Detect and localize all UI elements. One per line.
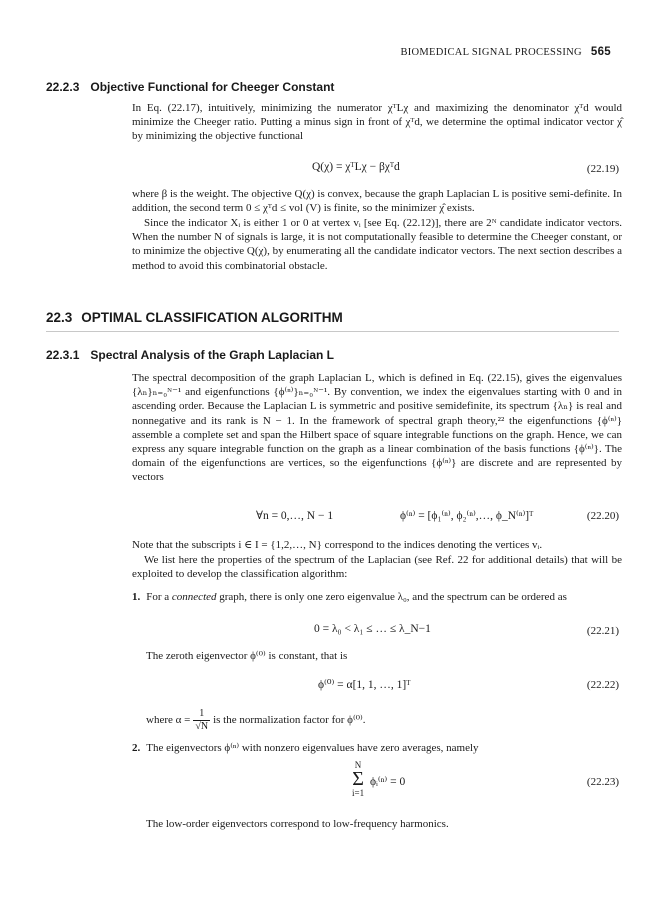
equation-22-21: 0 = λ₀ < λ₁ ≤ … ≤ λ_N−1 xyxy=(314,623,431,635)
equation-22-20: ϕ⁽ⁿ⁾ = [ϕ₁⁽ⁿ⁾, ϕ₂⁽ⁿ⁾,…, ϕ_N⁽ⁿ⁾]ᵀ xyxy=(400,510,534,522)
paragraph-zeroth-eigenvector: The zeroth eigenvector ϕ⁽⁰⁾ is constant, that is xyxy=(146,650,348,662)
fraction-denominator: √N xyxy=(195,721,209,732)
equation-22-19: Q(χ) = χᵀLχ − βχᵀd xyxy=(312,161,400,173)
paragraph-cheeger-intro: In Eq. (22.17), intuitively, minimizing the numerator χᵀLχ and maximizing the denominator χᵀd would minimize the Cheeger ratio. Putting a minus sign in front of χᵀd, we determine the optimal indicator vector χ̂ by minimizing the objective functional xyxy=(132,102,622,143)
list-item-number: 2. xyxy=(132,742,141,754)
summation-symbol xyxy=(352,760,364,798)
running-head xyxy=(400,46,611,58)
fraction-numerator: 1 xyxy=(193,708,210,721)
subsection-number: 22.3.1 xyxy=(46,348,80,362)
list-item-text: The eigenvectors ϕ⁽ⁿ⁾ with nonzero eigenvalues have zero averages, namely xyxy=(146,742,479,754)
subsection-heading-22-3-1 xyxy=(46,348,334,362)
section-title: OPTIMAL CLASSIFICATION ALGORITHM xyxy=(81,310,343,325)
equation-number-22-21: (22.21) xyxy=(586,625,619,637)
subsection-heading-22-2-3 xyxy=(46,80,334,94)
summation-sigma: Σ xyxy=(352,768,364,790)
list-item-2 xyxy=(132,741,622,755)
paragraph-subscripts: Note that the subscripts i ∈ I = {1,2,…, N} correspond to the indices denoting the vertices vᵢ. xyxy=(132,539,543,551)
equation-22-23: ϕᵢ⁽ⁿ⁾ = 0 xyxy=(370,776,406,788)
list-item-text-post: graph, there is only one zero eigenvalue λ₀, and the spectrum can be ordered as xyxy=(216,591,567,603)
paragraph-convexity: where β is the weight. The objective Q(χ) is convex, because the graph Laplacian L is positive semi-definite. In addition, the second term 0 ≤ χᵀd ≤ vol (V) is finite, so the minimizer χ̂ exists. xyxy=(132,188,622,215)
normalization-text-pre: where α = xyxy=(146,714,191,727)
paragraph-low-order: The low-order eigenvectors correspond to low-frequency harmonics. xyxy=(146,818,449,830)
list-item-text-emphasis: connected xyxy=(171,591,217,603)
subsection-number: 22.2.3 xyxy=(46,80,80,94)
list-item-number: 1. xyxy=(132,591,141,603)
equation-22-20-quantifier: ∀n = 0,…, N − 1 xyxy=(256,510,334,522)
paragraph-spectral-decomposition: The spectral decomposition of the graph Laplacian L, which is defined in Eq. (22.15), gives the eigenvalues {λₙ}ₙ₌₀ᴺ⁻¹ and eigenfunctions {ϕ⁽ⁿ⁾}ₙ₌₀ᴺ⁻¹. By convention, we index the eigenvalues starting with 0 and in ascending order. Because the Laplacian L is symmetric and positive semidefinite, its spectrum {λₙ} is real and nonnegative and its rank is N − 1. In the framework of spectral graph theory,²² the eigenfunctions {ϕ⁽ⁿ⁾} assemble a complete set and span the Hilbert space of square integrable functions on the graph. Hence, we can express any square integrable function on the graph as a linear combination of the basis functions {ϕ⁽ⁿ⁾}. The domain of the eigenfunctions are vertices, so the eigenfunctions {ϕ⁽ⁿ⁾} are discrete and are represented by vectors xyxy=(132,372,622,484)
page-number: 565 xyxy=(590,46,611,58)
section-number: 22.3 xyxy=(46,310,73,325)
paragraph-properties: We list here the properties of the spectrum of the Laplacian (see Ref. 22 for additional details) that will be exploited to develop the classification algorithm: xyxy=(132,554,622,581)
section-rule xyxy=(46,331,619,332)
equation-22-22: ϕ⁽⁰⁾ = α[1, 1, …, 1]ᵀ xyxy=(318,679,411,691)
equation-number-22-22: (22.22) xyxy=(586,679,619,691)
equation-number-22-20: (22.20) xyxy=(586,510,619,522)
paragraph-normalization xyxy=(146,708,622,733)
list-item-1 xyxy=(132,590,622,604)
running-head-title: BIOMEDICAL SIGNAL PROCESSING xyxy=(400,47,582,58)
section-heading-22-3 xyxy=(46,310,343,325)
subsection-title: Spectral Analysis of the Graph Laplacian L xyxy=(90,348,334,362)
summation-lower-limit: i=1 xyxy=(352,788,365,798)
paragraph-combinatorial: Since the indicator Xᵢ is either 1 or 0 at vertex vᵢ [see Eq. (22.12)], there are 2ᴺ candidate indicator vectors. When the number N of signals is large, it is not computationally feasible to determine the Cheeger constant, or to minimize the objective Q(χ), by enumerating all the candidate indicator vectors. The next section describes a method to avoid this combinatorial obstacle. xyxy=(132,217,622,272)
subsection-title: Objective Functional for Cheeger Constant xyxy=(90,80,335,94)
normalization-text-post: is the normalization factor for ϕ⁽⁰⁾. xyxy=(213,714,366,727)
equation-number-22-19: (22.19) xyxy=(586,163,619,175)
fraction-one-over-root-n xyxy=(193,708,210,733)
equation-number-22-23: (22.23) xyxy=(586,776,619,788)
summation-upper-limit: N xyxy=(354,760,362,770)
list-item-text-pre: For a xyxy=(146,591,172,603)
